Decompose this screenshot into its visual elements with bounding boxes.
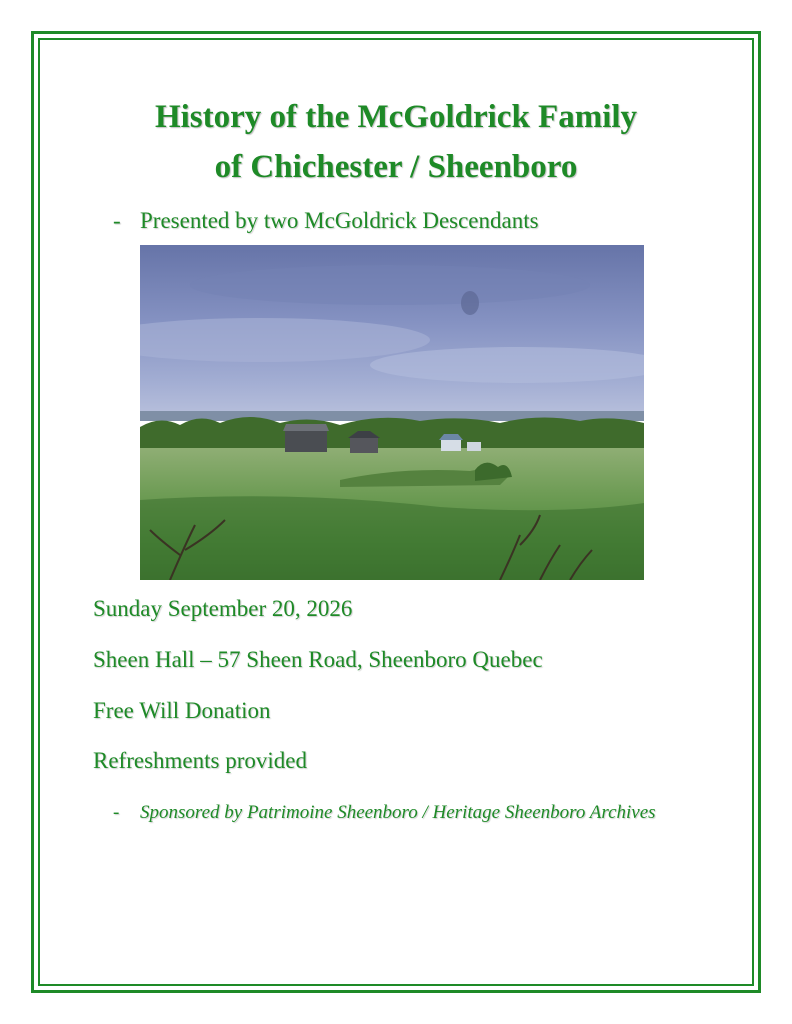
sponsor-text: Sponsored by Patrimoine Sheenboro / Heritage Sheenboro Archives <box>140 802 656 823</box>
treeline <box>140 417 644 450</box>
house <box>441 439 461 451</box>
cloud <box>190 265 590 305</box>
barn <box>285 430 327 452</box>
title-line-1: History of the McGoldrick Family <box>154 99 638 135</box>
farm-landscape-photo <box>140 245 644 580</box>
cloud <box>461 291 479 315</box>
bullet-dash: - <box>113 208 121 233</box>
sponsor-line <box>113 797 713 828</box>
event-venue: Sheen Hall – 57 Sheen Road, Sheenboro Quebec <box>93 647 543 672</box>
presented-by-line <box>113 208 539 234</box>
poster-title <box>40 92 752 192</box>
presented-by-text: Presented by two McGoldrick Descendants <box>140 208 539 233</box>
barn-roof <box>283 424 329 431</box>
donation-note: Free Will Donation <box>93 698 271 723</box>
event-date: Sunday September 20, 2026 <box>93 596 353 621</box>
small-building <box>467 442 481 451</box>
bullet-dash: - <box>113 802 120 823</box>
title-line-2: of Chichester / Sheenboro <box>214 149 578 185</box>
shed <box>350 437 378 453</box>
refreshments-note: Refreshments provided <box>93 748 307 773</box>
